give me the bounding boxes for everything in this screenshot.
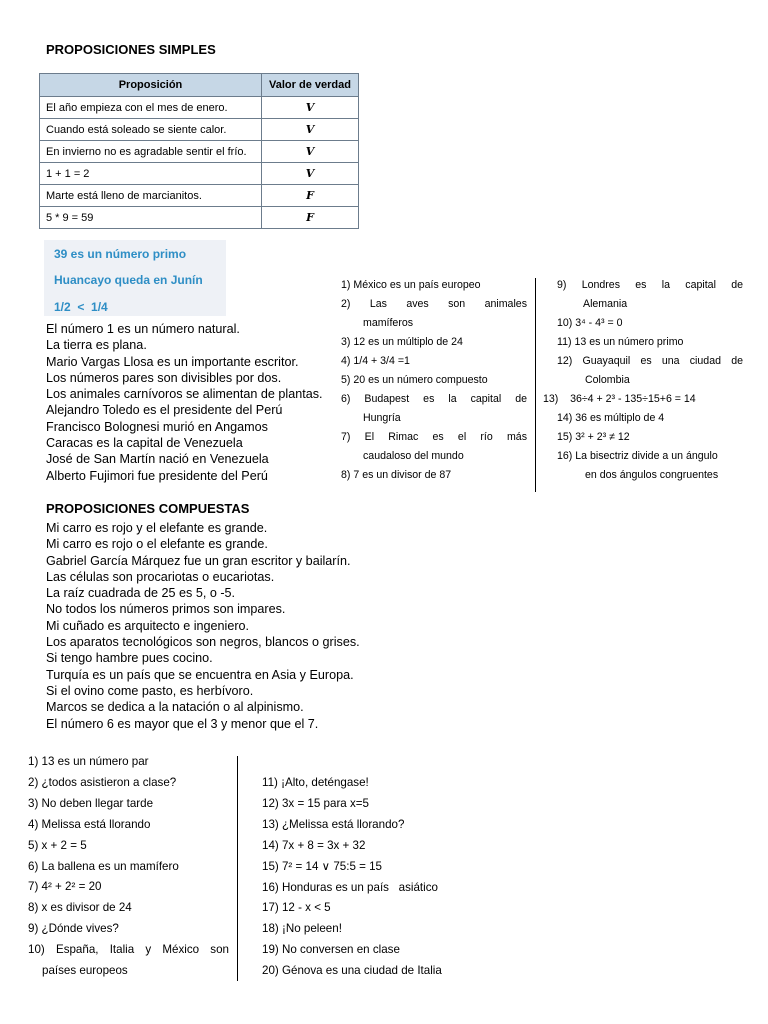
exercise-column-4 — [262, 773, 482, 982]
list-item: mamíferos — [363, 317, 414, 329]
list-item: El número 6 es mayor que el 3 y menor que el 7. — [46, 716, 319, 731]
list-item: Si el ovino come pasto, es herbívoro. — [46, 683, 254, 698]
list-item: Si tengo hambre pues cocino. — [46, 651, 213, 666]
list-item: No todos los números primos son impares. — [46, 602, 286, 617]
list-item: 1) 13 es un número par — [28, 755, 149, 768]
list-item: 15) 7² = 14 ∨ 75:5 = 15 — [262, 859, 382, 873]
table-row — [40, 141, 359, 163]
list-item: 14) 36 es múltiplo de 4 — [557, 412, 665, 424]
list-item: 15) 3² + 2³ ≠ 12 — [557, 431, 630, 443]
list-item: caudaloso del mundo — [363, 450, 464, 462]
list-item: Las células son procariotas o eucariotas. — [46, 569, 275, 584]
list-item: Colombia — [585, 374, 630, 386]
truth-value-cell: V — [262, 119, 359, 141]
list-item: 19) No conversen en clase — [262, 943, 400, 957]
simple-propositions-list — [46, 321, 323, 484]
list-item: Turquía es un país que se encuentra en Asia y Europa. — [46, 667, 354, 682]
list-item: 12) Guayaquil es una ciudad de — [557, 355, 743, 367]
list-item: 7) 4² + 2² = 20 — [28, 880, 102, 894]
list-item: 2) Las aves son animales — [341, 298, 527, 310]
list-item: 8) x es divisor de 24 — [28, 901, 132, 915]
highlighted-propositions-box — [44, 240, 226, 316]
list-item: 10) España, Italia y México son — [28, 943, 229, 957]
simple-propositions-heading: PROPOSICIONES SIMPLES — [46, 42, 216, 57]
highlighted-proposition: 39 es un número primo — [54, 247, 187, 261]
list-item: 12) 3x = 15 para x=5 — [262, 796, 369, 810]
list-item: Mi carro es rojo o el elefante es grande. — [46, 537, 268, 552]
list-item: 5) 20 es un número compuesto — [341, 374, 488, 386]
proposition-cell: El año empieza con el mes de enero. — [40, 97, 262, 119]
column-divider — [237, 756, 238, 981]
list-item: países europeos — [42, 964, 128, 978]
highlighted-proposition: 1/2 < 1/4 — [54, 300, 108, 314]
table-row — [40, 185, 359, 207]
table-header-row — [40, 74, 359, 97]
highlighted-proposition: Huancayo queda en Junín — [54, 273, 203, 287]
table-row — [40, 163, 359, 185]
proposition-cell: Cuando está soleado se siente calor. — [40, 119, 262, 141]
list-item: Alejandro Toledo es el presidente del Perú — [46, 403, 283, 418]
exercise-column-1 — [341, 276, 527, 485]
list-item: La raíz cuadrada de 25 es 5, o -5. — [46, 586, 236, 601]
list-item: Mario Vargas Llosa es un importante escritor. — [46, 354, 299, 369]
list-item: 13) ¿Melissa está llorando? — [262, 817, 405, 831]
truth-value-cell: V — [262, 97, 359, 119]
list-item: 7) El Rimac es el río más — [341, 431, 527, 443]
exercise-column-2 — [543, 276, 743, 485]
list-item: Caracas es la capital de Venezuela — [46, 436, 243, 451]
list-item: 16) La bisectriz divide a un ángulo — [557, 450, 718, 462]
list-item: Francisco Bolognesi murió en Angamos — [46, 419, 268, 434]
proposition-cell: En invierno no es agradable sentir el frío. — [40, 141, 262, 163]
header-proposition: Proposición — [40, 74, 262, 97]
list-item: 3) 12 es un múltiplo de 24 — [341, 336, 463, 348]
list-item: 9) ¿Dónde vives? — [28, 922, 119, 936]
list-item: Los aparatos tecnológicos son negros, blancos o grises. — [46, 635, 360, 650]
list-item: Marcos se dedica a la natación o al alpinismo. — [46, 700, 304, 715]
list-item: 2) ¿todos asistieron a clase? — [28, 775, 177, 789]
list-item: 9) Londres es la capital de — [557, 279, 743, 291]
header-truth-value: Valor de verdad — [262, 74, 359, 97]
exercise-column-3 — [28, 752, 229, 982]
list-item: Mi carro es rojo y el elefante es grande. — [46, 521, 268, 535]
proposition-cell: 5 * 9 = 59 — [40, 207, 262, 229]
list-item: 10) 3⁴ - 4³ = 0 — [557, 317, 623, 329]
table-row — [40, 119, 359, 141]
list-item: El número 1 es un número natural. — [46, 322, 240, 336]
list-item: 4) 1/4 + 3/4 =1 — [341, 355, 410, 367]
proposition-cell: 1 + 1 = 2 — [40, 163, 262, 185]
truth-table — [39, 73, 359, 229]
list-item: en dos ángulos congruentes — [585, 469, 719, 481]
proposition-cell: Marte está lleno de marcianitos. — [40, 185, 262, 207]
list-item: Mi cuñado es arquitecto e ingeniero. — [46, 618, 250, 633]
table-row — [40, 97, 359, 119]
list-item: 8) 7 es un divisor de 87 — [341, 469, 452, 481]
list-item: Hungría — [363, 412, 401, 424]
truth-value-cell: F — [262, 185, 359, 207]
list-item: 6) La ballena es un mamífero — [28, 859, 179, 873]
list-item: 17) 12 - x < 5 — [262, 901, 331, 915]
compound-propositions-heading: PROPOSICIONES COMPUESTAS — [46, 501, 250, 516]
truth-value-cell: V — [262, 163, 359, 185]
truth-value-cell: V — [262, 141, 359, 163]
list-item: Gabriel García Márquez fue un gran escritor y bailarín. — [46, 553, 351, 568]
list-item: 5) x + 2 = 5 — [28, 838, 87, 852]
list-item: 3) No deben llegar tarde — [28, 796, 154, 810]
compound-propositions-list — [46, 520, 360, 732]
list-item: 11) ¡Alto, deténgase! — [262, 776, 369, 789]
list-item: 11) 13 es un número primo — [557, 336, 684, 348]
list-item: 18) ¡No peleen! — [262, 922, 342, 936]
table-row — [40, 207, 359, 229]
list-item: La tierra es plana. — [46, 338, 147, 353]
list-item: Alemania — [583, 298, 628, 310]
list-item: 13) 36÷4 + 2³ - 135÷15+6 = 14 — [543, 393, 696, 405]
list-item: 16) Honduras es un país asiático — [262, 880, 438, 894]
list-item: José de San Martín nació en Venezuela — [46, 452, 269, 467]
list-item: Los animales carnívoros se alimentan de plantas. — [46, 387, 323, 402]
list-item: Los números pares son divisibles por dos. — [46, 370, 282, 385]
list-item: Alberto Fujimori fue presidente del Perú — [46, 468, 268, 483]
list-item: 1) México es un país europeo — [341, 279, 481, 291]
column-divider — [535, 278, 536, 492]
truth-value-cell: F — [262, 207, 359, 229]
list-item: 6) Budapest es la capital de — [341, 393, 527, 405]
list-item: 14) 7x + 8 = 3x + 32 — [262, 838, 366, 852]
list-item: 20) Génova es una ciudad de Italia — [262, 964, 442, 978]
list-item: 4) Melissa está llorando — [28, 817, 151, 831]
